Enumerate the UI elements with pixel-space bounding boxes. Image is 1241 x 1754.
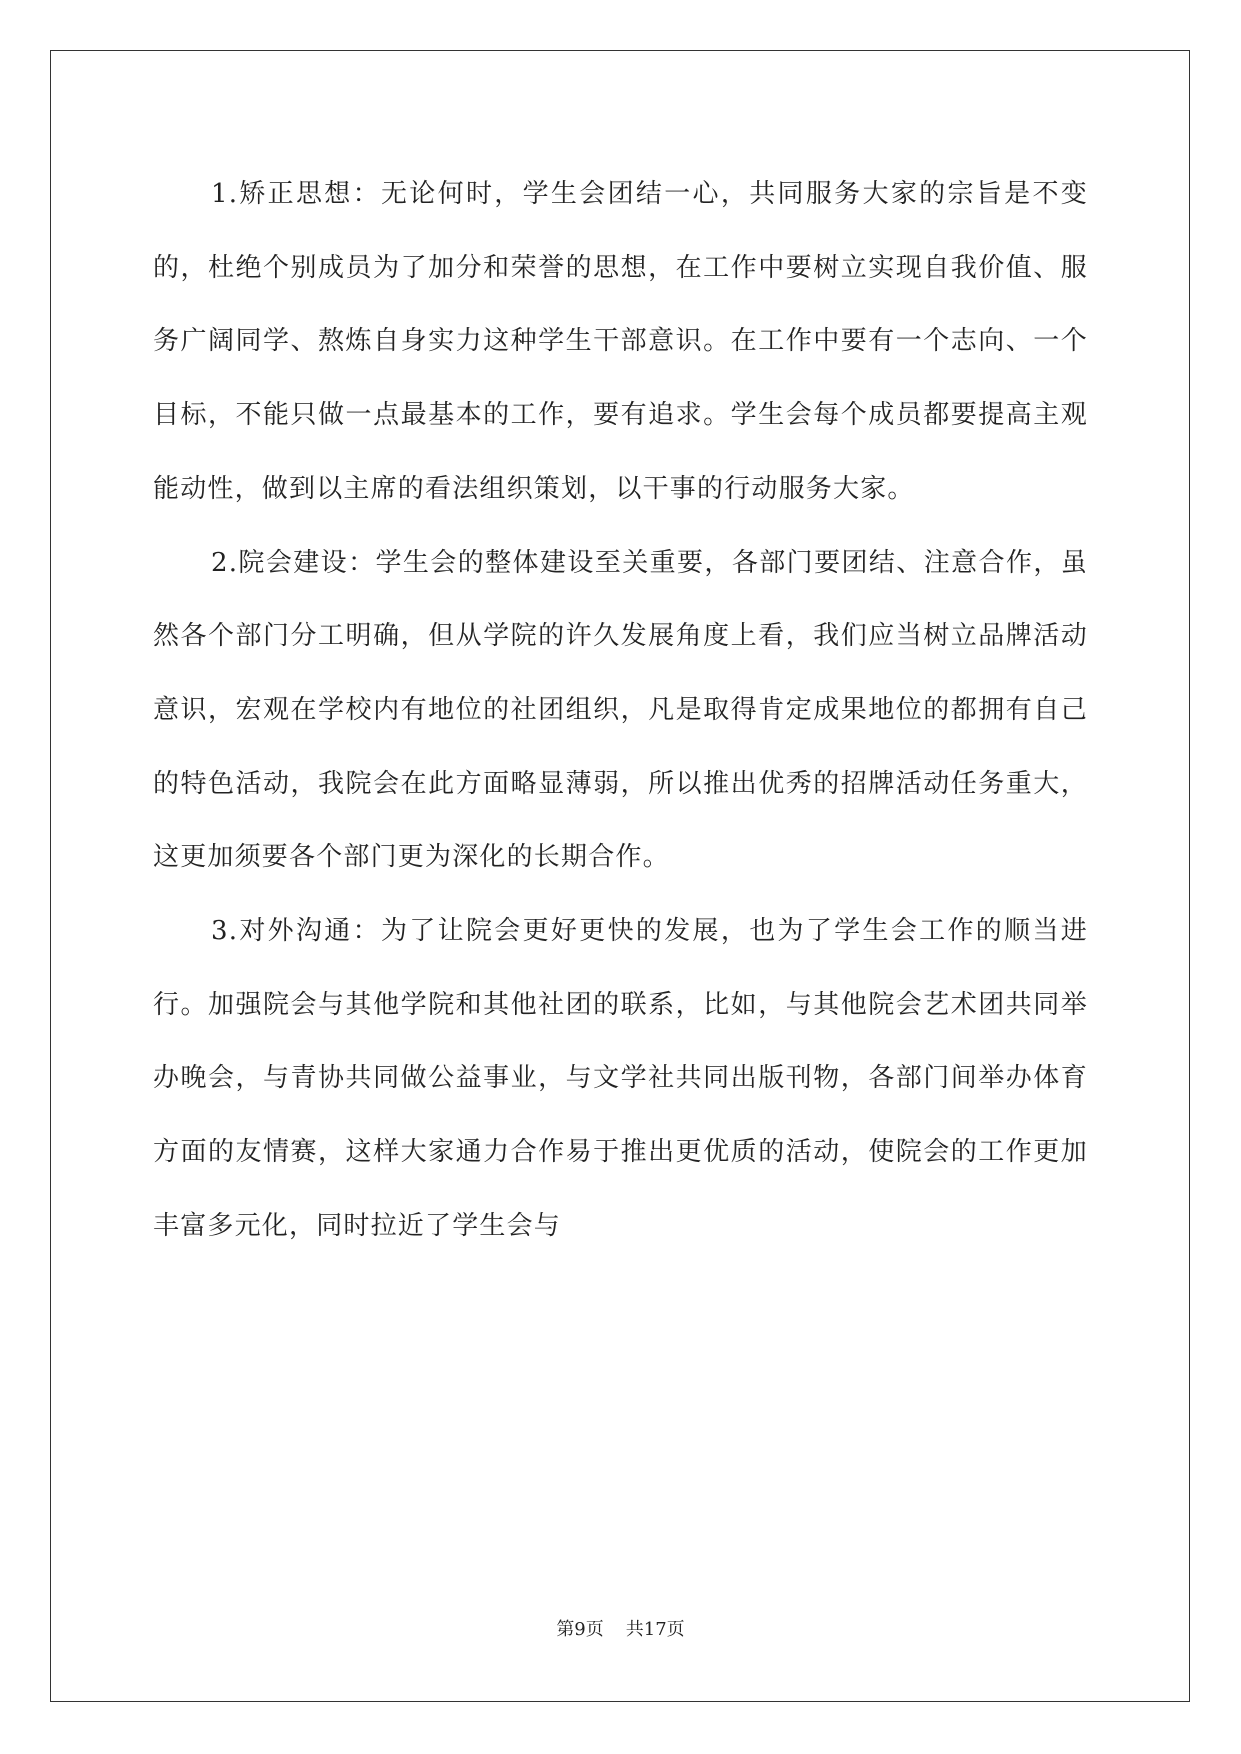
page-footer xyxy=(0,1618,1241,1642)
current-page-number: 第9页 xyxy=(556,1619,604,1640)
paragraph-1: 1.矫正思想：无论何时，学生会团结一心，共同服务大家的宗旨是不变的，杜绝个别成员为了加分和荣誉的思想，在工作中要树立实现自我价值、服务广阔同学、熬炼自身实力这种学生干部意识。在工作中要有一个志向、一个目标，不能只做一点最基本的工作，要有追求。学生会每个成员都要提高主观能动性，做到以主席的看法组织策划，以干事的行动服务大家。 xyxy=(153,179,1088,504)
paragraph-3: 3.对外沟通：为了让院会更好更快的发展，也为了学生会工作的顺当进行。加强院会与其他学院和其他社团的联系，比如，与其他院会艺术团共同举办晚会，与青协共同做公益事业，与文学社共同出版刊物，各部门间举办体育方面的友情赛，这样大家通力合作易于推出更优质的活动，使院会的工作更加丰富多元化，同时拉近了学生会与 xyxy=(153,916,1088,1241)
document-body xyxy=(153,158,1088,1264)
total-page-count: 共17页 xyxy=(625,1619,685,1640)
paragraph-2: 2.院会建设：学生会的整体建设至关重要，各部门要团结、注意合作，虽然各个部门分工明确，但从学院的许久发展角度上看，我们应当树立品牌活动意识，宏观在学校内有地位的社团组织，凡是取得肯定成果地位的都拥有自己的特色活动，我院会在此方面略显薄弱，所以推出优秀的招牌活动任务重大，这更加须要各个部门更为深化的长期合作。 xyxy=(153,547,1088,873)
